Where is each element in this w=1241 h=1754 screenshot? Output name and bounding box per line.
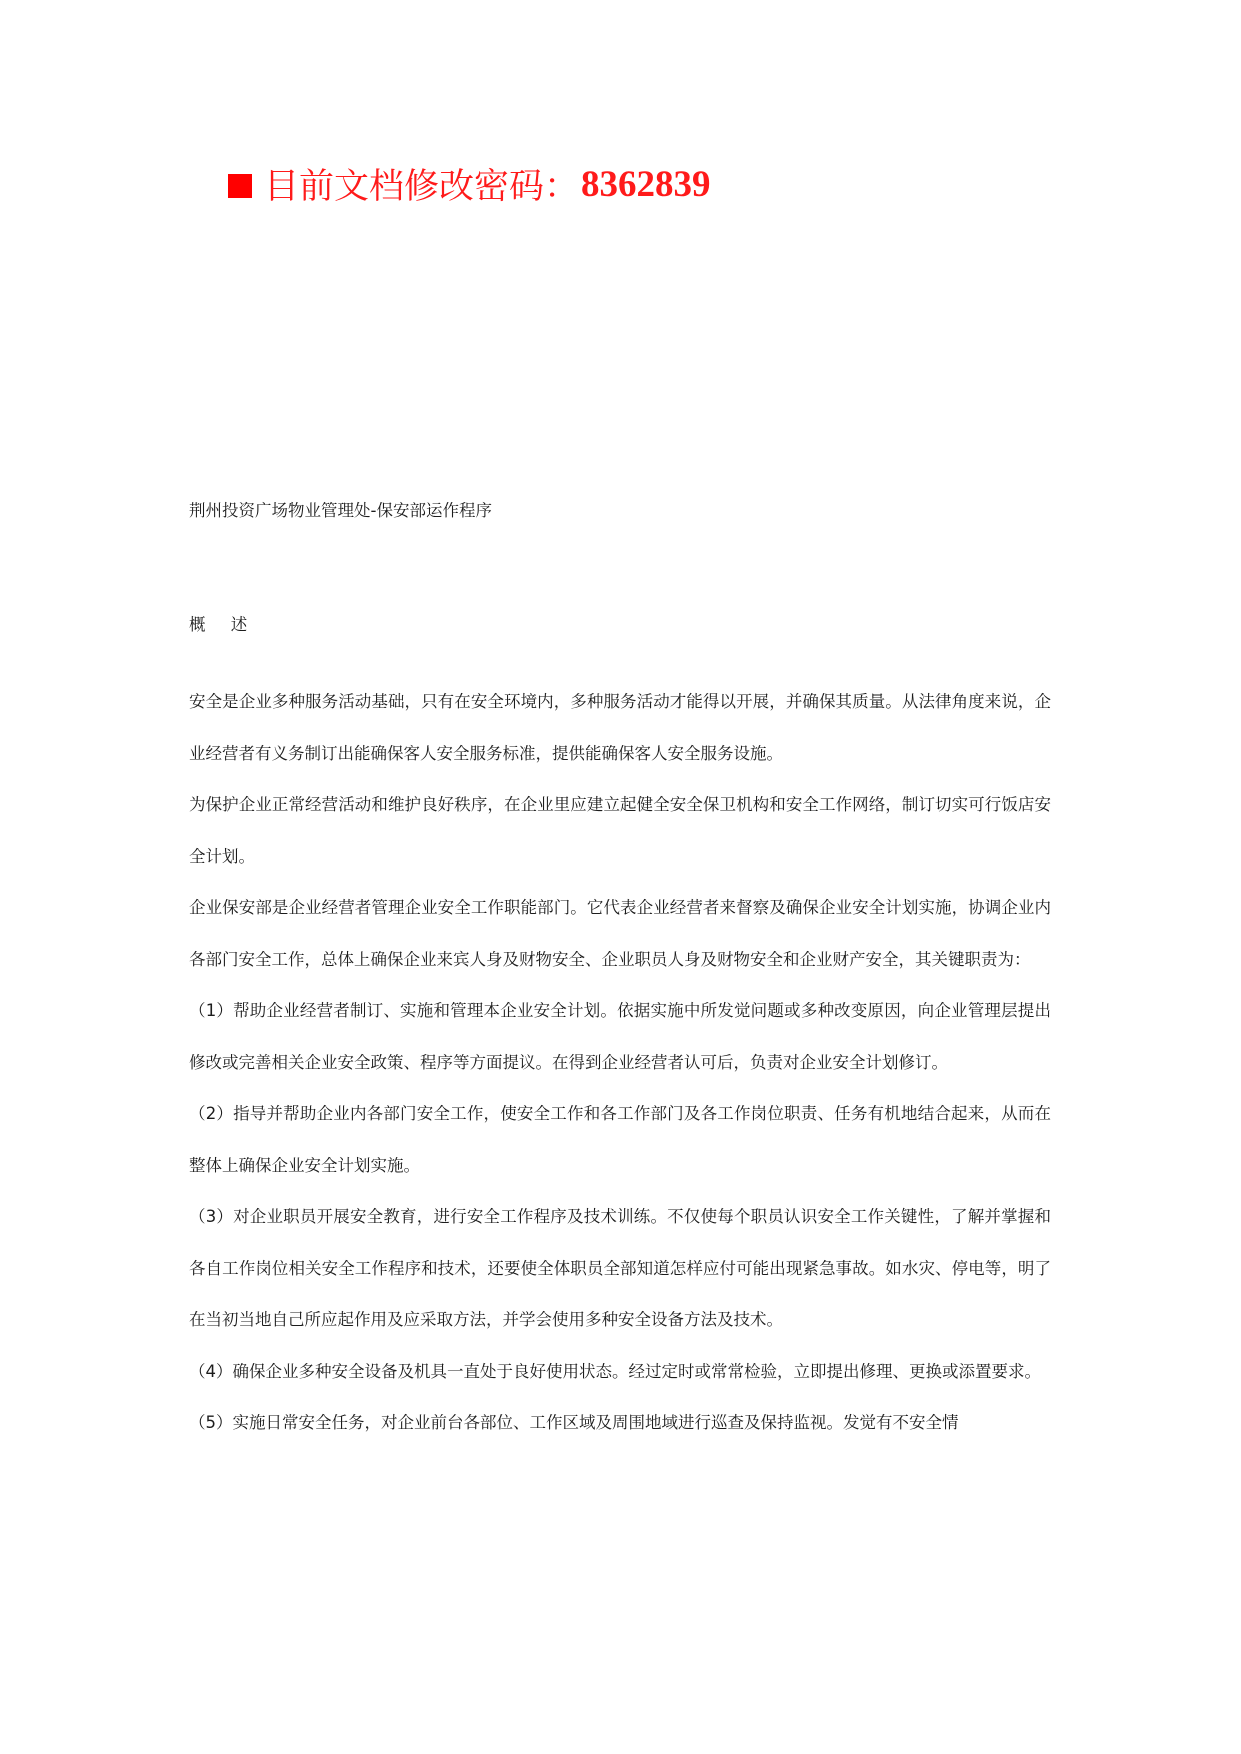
paragraph: 安全是企业多种服务活动基础，只有在安全环境内，多种服务活动才能得以开展，并确保其质量。从法律角度来说，企业经营者有义务制订出能确保客人安全服务标准，提供能确保客人安全服务设施。	[189, 692, 1051, 763]
section-heading: 概 述	[189, 615, 258, 634]
paragraph: 为保护企业正常经营活动和维护良好秩序，在企业里应建立起健全安全保卫机构和安全工作网络，制订切实可行饭店安全计划。	[189, 795, 1051, 866]
list-item-1: （1）帮助企业经营者制订、实施和管理本企业安全计划。依据实施中所发觉问题或多种改变原因，向企业管理层提出修改或完善相关企业安全政策、程序等方面提议。在得到企业经营者认可后，负责对企业安全计划修订。	[189, 1001, 1051, 1072]
list-item-4: （4）确保企业多种安全设备及机具一直处于良好使用状态。经过定时或常常检验，立即提出修理、更换或添置要求。	[189, 1361, 1041, 1381]
password-code: 8362839	[581, 163, 711, 205]
document-title: 荆州投资广场物业管理处-保安部运作程序	[189, 501, 492, 520]
list-item-3: （3）对企业职员开展安全教育，进行安全工作程序及技术训练。不仅使每个职员认识安全工作关键性，了解并掌握和各自工作岗位相关安全工作程序和技术，还要使全体职员全部知道怎样应付可能出现紧急事故。如水灾、停电等，明了在当初当地自己所应起作用及应采取方法，并学会使用多种安全设备方法及技术。	[189, 1207, 1051, 1329]
document-body	[189, 676, 1051, 1449]
list-item-5: （5）实施日常安全任务，对企业前台各部位、工作区域及周围地域进行巡查及保持监视。发觉有不安全情	[189, 1413, 959, 1432]
list-item-2: （2）指导并帮助企业内各部门安全工作，使安全工作和各工作部门及各工作岗位职责、任务有机地结合起来，从而在整体上确保企业安全计划实施。	[189, 1104, 1051, 1175]
password-notice	[228, 154, 711, 214]
password-notice-label: 目前文档修改密码：	[264, 167, 580, 207]
paragraph: 企业保安部是企业经营者管理企业安全工作职能部门。它代表企业经营者来督察及确保企业安全计划实施，协调企业内各部门安全工作，总体上确保企业来宾人身及财物安全、企业职员人身及财物安全和企业财产安全，其关键职责为：	[189, 898, 1051, 969]
red-square-bullet-icon	[228, 174, 252, 198]
